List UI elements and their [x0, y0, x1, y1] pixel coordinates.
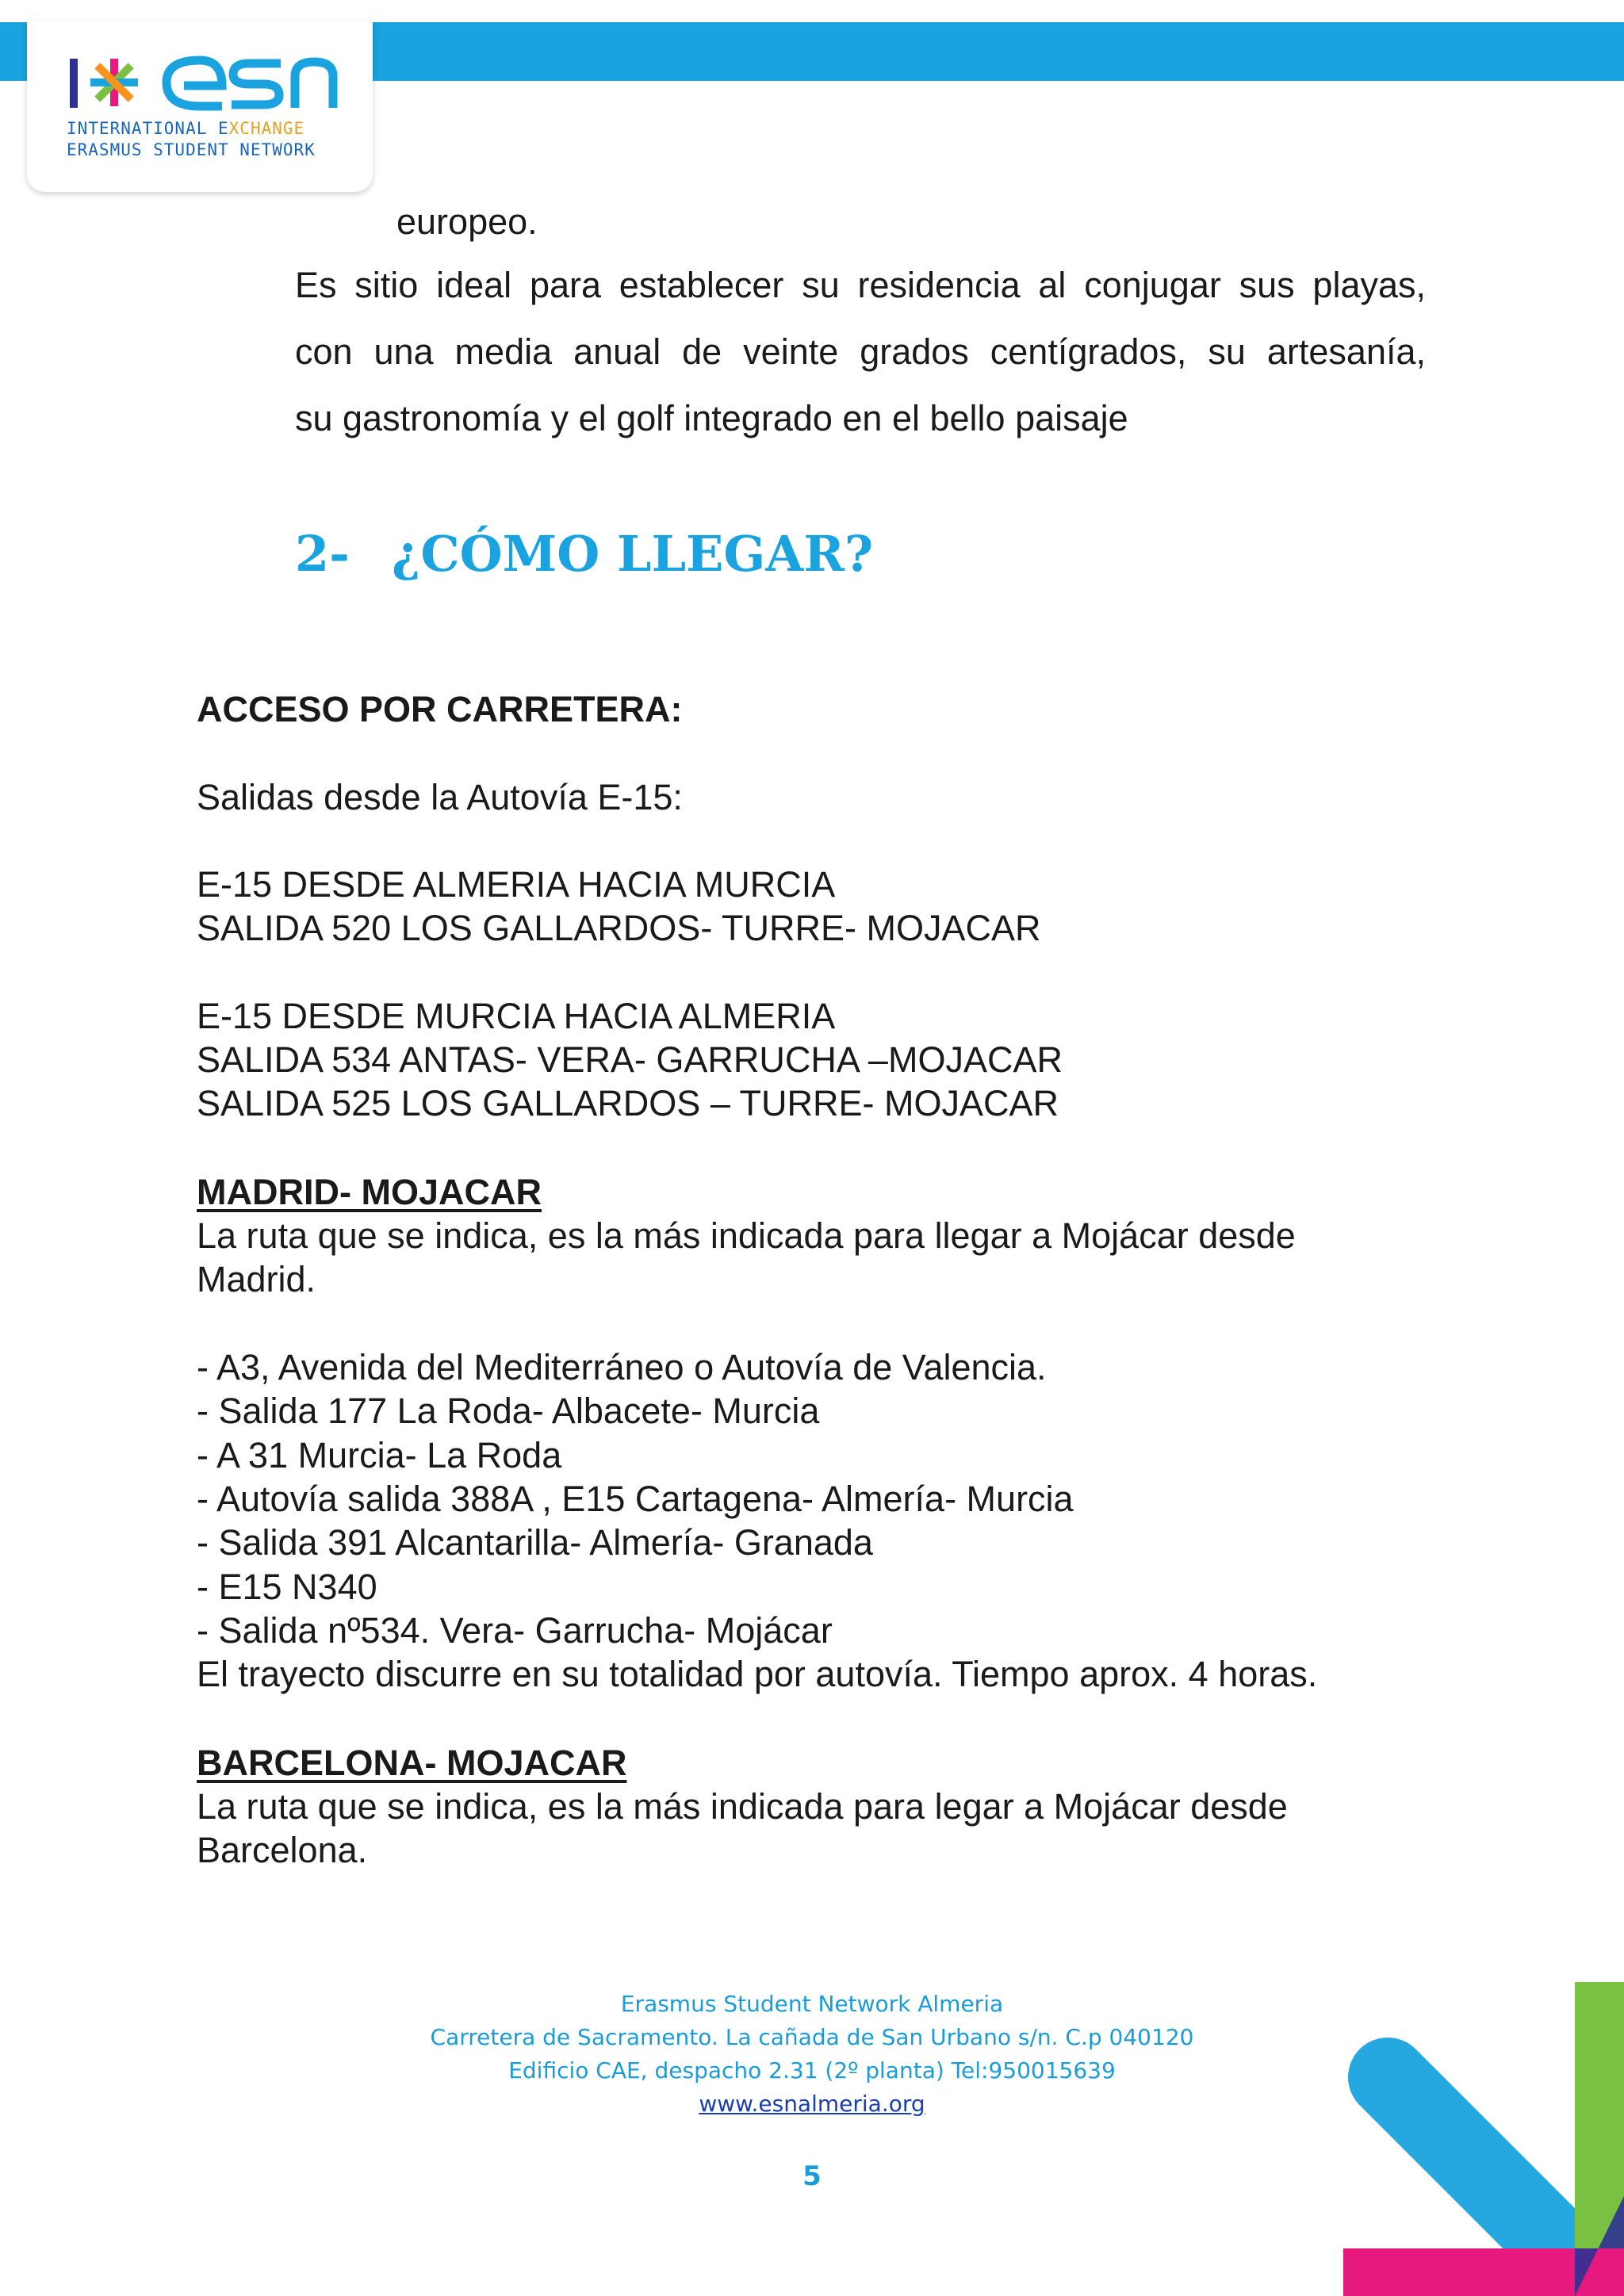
madrid-step: - A 31 Murcia- La Roda — [197, 1435, 562, 1475]
esn-logo — [27, 21, 373, 192]
route-line: SALIDA 525 LOS GALLARDOS – TURRE- MOJACAR — [197, 1083, 1059, 1123]
madrid-step: - E15 N340 — [197, 1567, 377, 1607]
route-line: E-15 DESDE MURCIA HACIA ALMERIA — [197, 996, 836, 1036]
route-line: E-15 DESDE ALMERIA HACIA MURCIA — [197, 864, 836, 905]
madrid-step: - A3, Avenida del Mediterráneo o Autovía de Valencia. — [197, 1347, 1047, 1387]
footer-office: Edificio CAE, despacho 2.31 (2º planta) Tel:950015639 — [508, 2057, 1116, 2084]
intro-line: con una media anual de veinte grados centígrados, su artesanía, — [295, 331, 1426, 372]
corner-decoration — [1340, 1982, 1624, 2296]
madrid-step: - Salida nº534. Vera- Garrucha- Mojácar — [197, 1610, 833, 1651]
intro-line: Es sitio ideal para establecer su residencia al conjugar sus playas, — [295, 265, 1426, 305]
continued-line: europeo. — [396, 201, 538, 242]
barcelona-intro-line: Barcelona. — [197, 1830, 368, 1870]
madrid-step: - Autovía salida 388A , E15 Cartagena- Almería- Murcia — [197, 1479, 1074, 1519]
madrid-step: - Salida 391 Alcantarilla- Almería- Granada — [197, 1522, 873, 1563]
road-access-heading: ACCESO POR CARRETERA: — [197, 689, 683, 729]
footer-website-link[interactable]: www.esnalmeria.org — [699, 2091, 925, 2117]
intro-paragraph — [295, 252, 1426, 452]
section-title: ¿CÓMO LLEGAR? — [392, 525, 874, 583]
barcelona-intro-line: La ruta que se indica, es la más indicada para legar a Mojácar desde — [197, 1786, 1288, 1827]
intro-line: su gastronomía y el golf integrado en el bello paisaje — [295, 398, 1128, 438]
footer-org: Erasmus Student Network Almeria — [620, 1991, 1004, 2017]
section-heading — [295, 525, 873, 583]
exits-intro: Salidas desde la Autovía E-15: — [197, 777, 683, 817]
page-number: 5 — [802, 2160, 822, 2192]
madrid-intro-line: Madrid. — [197, 1259, 316, 1299]
logo-tagline-1: INTERNATIONAL EXCHANGE — [67, 119, 305, 138]
logo-tagline-2: ERASMUS STUDENT NETWORK — [67, 140, 316, 159]
madrid-step: - Salida 177 La Roda- Albacete- Murcia — [197, 1391, 820, 1431]
route-line: SALIDA 534 ANTAS- VERA- GARRUCHA –MOJACAR — [197, 1039, 1063, 1080]
madrid-intro-line: La ruta que se indica, es la más indicada para llegar a Mojácar desde — [197, 1215, 1296, 1256]
section-number: 2- — [295, 525, 350, 583]
esn-logo-mark — [65, 43, 350, 122]
barcelona-heading: BARCELONA- MOJACAR — [197, 1743, 627, 1783]
footer-address: Carretera de Sacramento. La cañada de San Urbano s/n. C.p 040120 — [430, 2024, 1194, 2050]
madrid-step: El trayecto discurre en su totalidad por autovía. Tiempo aprox. 4 horas. — [197, 1654, 1318, 1694]
madrid-heading: MADRID- MOJACAR — [197, 1172, 542, 1212]
route-line: SALIDA 520 LOS GALLARDOS- TURRE- MOJACAR — [197, 908, 1041, 948]
